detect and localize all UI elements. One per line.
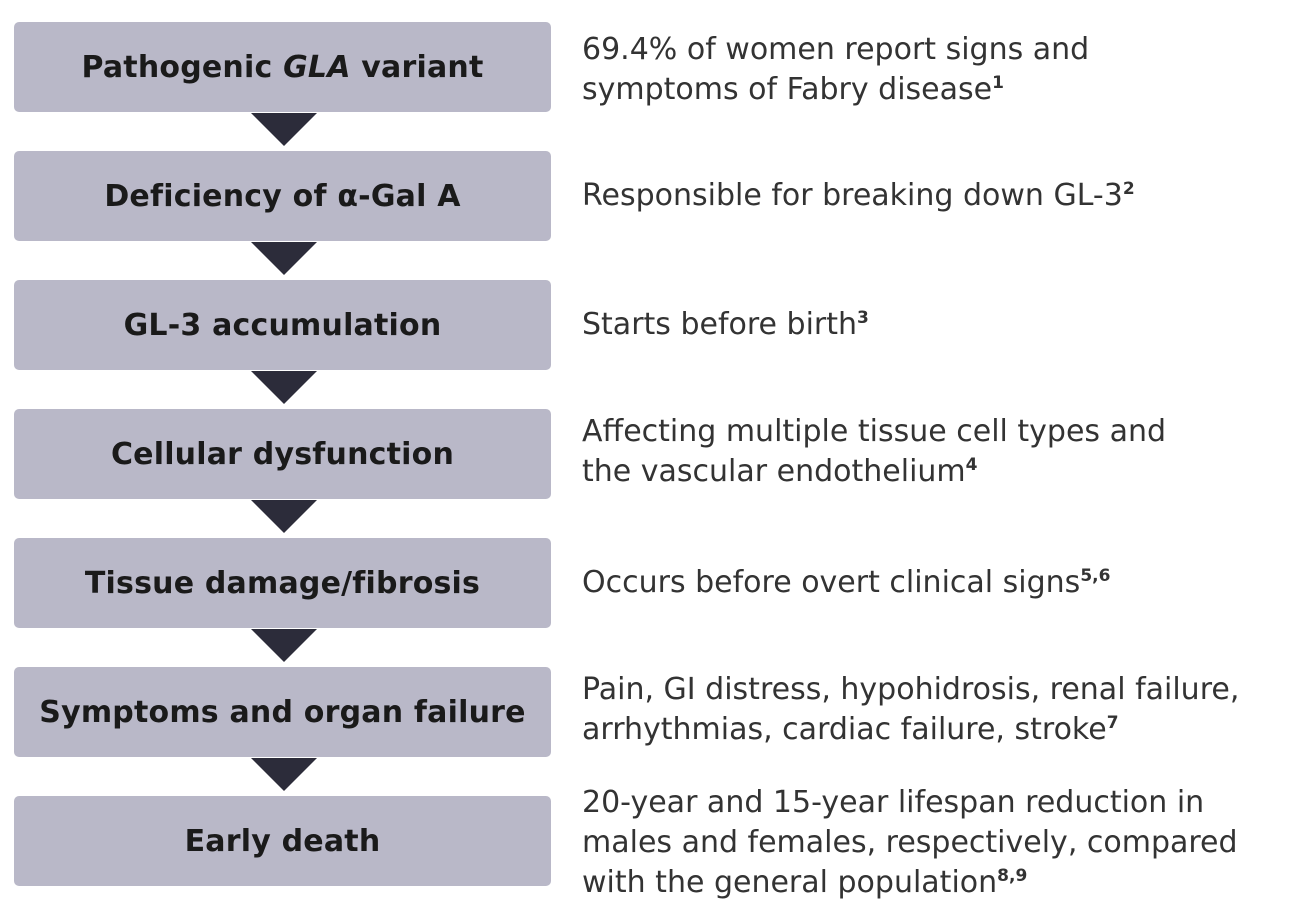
step-box-deficiency-alpha-gal-a: [14, 151, 551, 241]
step-deficiency-alpha-gal-a: [0, 151, 1300, 243]
step-symptoms-organ-failure: [0, 667, 1300, 759]
step-tissue-damage-fibrosis: [0, 538, 1300, 630]
step-label-gl3-accumulation: GL-3 accumulation: [123, 307, 442, 343]
step-box-cellular-dysfunction: [14, 409, 551, 499]
step-description-early-death: [582, 783, 1282, 903]
step-box-tissue-damage-fibrosis: [14, 538, 551, 628]
description-line-last: with the general population$^{8,9}$: [582, 865, 1028, 900]
description-line-last: arrhythmias, cardiac failure, stroke$^7$: [582, 712, 1119, 747]
down-triangle-arrow-icon: [251, 113, 317, 146]
reference-superscript: 7: [1106, 713, 1119, 733]
step-box-pathogenic-variant: [14, 22, 551, 112]
reference-superscript: 8,9: [997, 866, 1028, 886]
down-triangle-arrow-icon: [251, 242, 317, 275]
step-description-deficiency-alpha-gal-a: [582, 176, 1282, 216]
reference-superscript: 1: [992, 73, 1004, 93]
down-triangle-arrow-icon: [251, 500, 317, 533]
step-description-tissue-damage-fibrosis: [582, 563, 1282, 603]
description-line: 20-year and 15-year lifespan reduction in: [582, 785, 1205, 820]
step-box-symptoms-organ-failure: [14, 667, 551, 757]
down-triangle-arrow-icon: [251, 758, 317, 791]
description-line: males and females, respectively, compared: [582, 825, 1238, 860]
step-box-early-death: [14, 796, 551, 886]
step-box-gl3-accumulation: [14, 280, 551, 370]
step-label-cellular-dysfunction: Cellular dysfunction: [110, 436, 455, 472]
step-early-death: [0, 785, 1300, 900]
step-pathogenic-variant: [0, 22, 1300, 114]
description-line-last: Starts before birth$^3$: [582, 307, 869, 342]
step-label-early-death: Early death: [184, 823, 381, 859]
step-description-gl3-accumulation: [582, 305, 1282, 345]
step-description-symptoms-organ-failure: [582, 670, 1282, 750]
down-triangle-arrow-icon: [251, 629, 317, 662]
step-label-symptoms-organ-failure: Symptoms and organ failure: [39, 694, 526, 730]
description-line-last: Responsible for breaking down $GL-3^2$: [582, 178, 1135, 213]
description-line: 69.4% of women report signs and: [582, 32, 1090, 67]
step-label-pathogenic-variant: Pathogenic GLA variant: [81, 49, 484, 85]
reference-superscript: 2: [1122, 179, 1135, 199]
reference-superscript: 4: [965, 455, 978, 475]
step-description-pathogenic-variant: [582, 30, 1282, 110]
description-line-last: Occurs before overt clinical signs$^{5,6}$: [582, 565, 1111, 600]
description-line-last: the vascular endothelium$^4$: [582, 454, 978, 489]
description-line-last: symptoms of Fabry disease$^1$: [582, 72, 1004, 107]
step-label-deficiency-alpha-gal-a: Deficiency of α-Gal A: [104, 178, 461, 214]
step-gl3-accumulation: [0, 280, 1300, 372]
step-cellular-dysfunction: [0, 409, 1300, 501]
reference-superscript: 5,6: [1080, 566, 1111, 586]
description-line: Affecting multiple tissue cell types and: [582, 414, 1167, 449]
step-label-tissue-damage-fibrosis: Tissue damage/fibrosis: [84, 565, 481, 601]
description-line: Pain, GI distress, hypohidrosis, renal failure,: [582, 672, 1240, 707]
down-triangle-arrow-icon: [251, 371, 317, 404]
step-description-cellular-dysfunction: [582, 412, 1282, 492]
reference-superscript: 3: [857, 308, 869, 328]
